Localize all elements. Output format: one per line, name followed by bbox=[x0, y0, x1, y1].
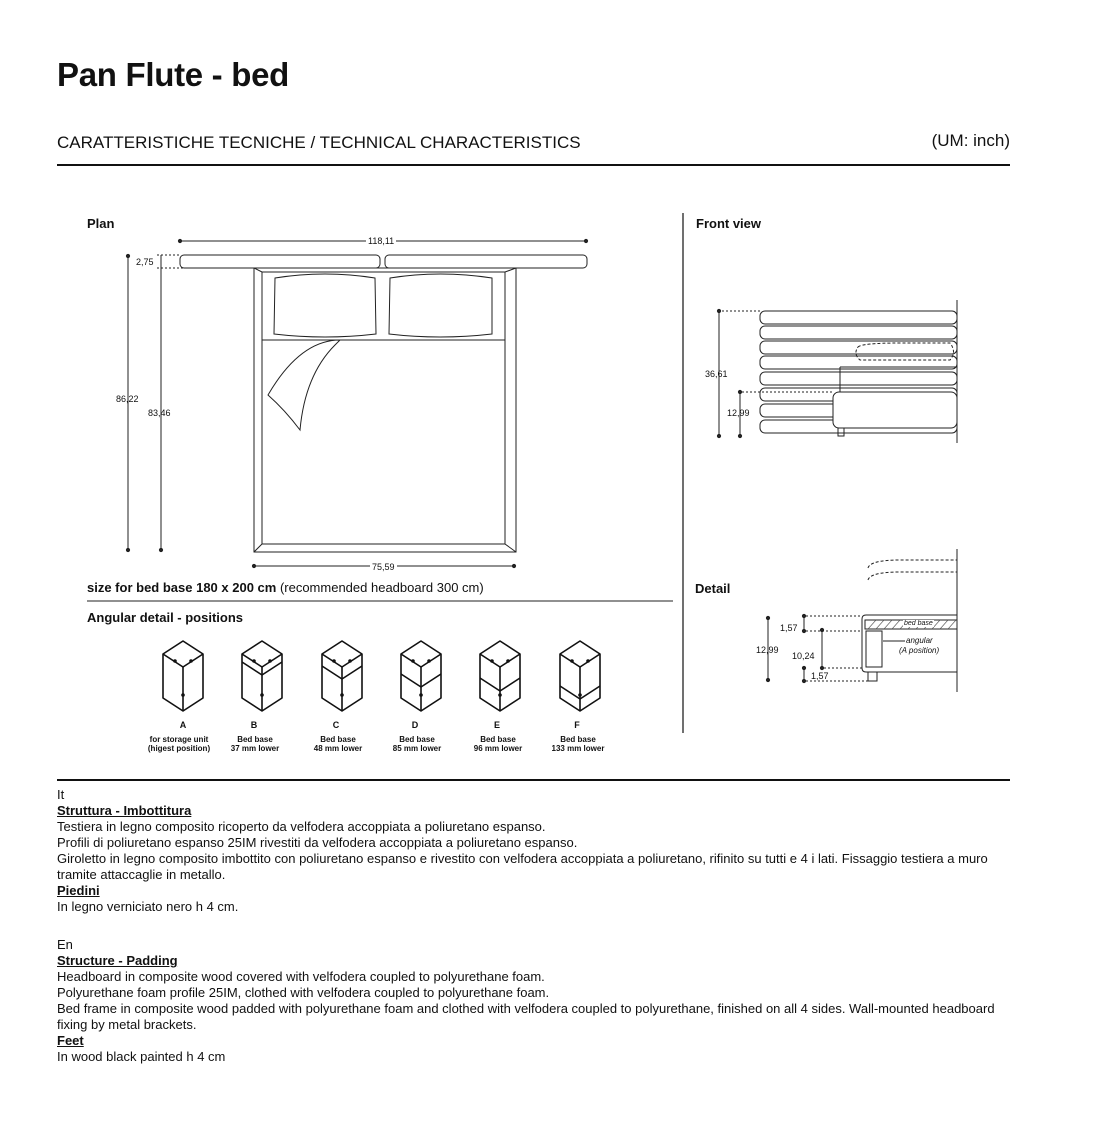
front-view-label: Front view bbox=[696, 216, 762, 231]
dim-width: 118,11 bbox=[368, 236, 395, 246]
dim-headboard-depth: 2,75 bbox=[136, 257, 154, 267]
it-structure-heading: Struttura - Imbottitura bbox=[57, 803, 192, 818]
units-label: (UM: inch) bbox=[931, 131, 1010, 150]
position-desc: Bed base 37 mm lower bbox=[230, 735, 280, 753]
it-structure-line: Giroletto in legno composito imbottito con poliuretano espanso e rivestito con velfodera accoppiata a poliuretano, rifinito su tutti e 4 i lati. Fissaggio testiera a muro tramite attaccaglie in metallo. bbox=[57, 851, 988, 882]
en-feet-line: In wood black painted h 4 cm bbox=[57, 1049, 226, 1064]
angular-icon-d bbox=[401, 641, 441, 711]
page-title: Pan Flute - bed bbox=[57, 56, 290, 93]
angular-detail-label: Angular detail - positions bbox=[87, 610, 244, 625]
position-letter: A bbox=[179, 720, 187, 730]
dim-front-height: 36,61 bbox=[705, 369, 728, 379]
plan-label: Plan bbox=[87, 216, 115, 231]
lang-en: En bbox=[57, 937, 73, 952]
detail-label: Detail bbox=[695, 581, 731, 596]
size-note bbox=[87, 580, 484, 595]
it-structure-line: Testiera in legno composito ricoperto da velfodera accoppiata a poliuretano espanso. bbox=[57, 819, 546, 834]
bed-base-tag: bed base bbox=[904, 620, 933, 627]
english-section bbox=[57, 937, 1017, 1065]
it-structure-line: Profili di poliuretano espanso 25IM rivestiti da velfodera accoppiata a poliuretano espanso. bbox=[57, 835, 578, 850]
angular-icon-e bbox=[480, 641, 520, 711]
dim-detail-bottom: 1,57 bbox=[811, 671, 829, 681]
en-structure-line: Polyurethane foam profile 25IM, clothed with velfodera coupled to polyurethane foam. bbox=[57, 985, 550, 1000]
dim-bed-width: 75,59 bbox=[372, 562, 395, 572]
en-feet-heading: Feet bbox=[57, 1033, 84, 1048]
dim-detail-mid: 10,24 bbox=[792, 651, 815, 661]
en-structure-line: Bed frame in composite wood padded with polyurethane foam and clothed with velfodera coupled to polyurethane, finished on all 4 sides. Wall-mounted headboard fixing by metal brackets. bbox=[57, 1001, 995, 1032]
position-letter: D bbox=[411, 720, 419, 730]
dim-detail-top: 1,57 bbox=[780, 623, 798, 633]
dim-frame-length: 83,46 bbox=[148, 408, 171, 418]
dim-detail-total: 12,99 bbox=[756, 645, 779, 655]
section-subtitle: CARATTERISTICHE TECNICHE / TECHNICAL CHARACTERISTICS bbox=[57, 133, 581, 152]
it-feet-line: In legno verniciato nero h 4 cm. bbox=[57, 899, 239, 914]
dim-front-base: 12,99 bbox=[727, 408, 750, 418]
position-letter: B bbox=[250, 720, 258, 730]
angular-position-note: (A position) bbox=[899, 646, 940, 655]
en-structure-line: Headboard in composite wood covered with velfodera coupled to polyurethane foam. bbox=[57, 969, 545, 984]
size-note-rest: (recommended headboard 300 cm) bbox=[276, 580, 484, 595]
position-letter: F bbox=[574, 720, 580, 730]
section-divider bbox=[57, 779, 1010, 781]
dim-total-length: 86,22 bbox=[116, 394, 139, 404]
en-structure-heading: Structure - Padding bbox=[57, 953, 178, 968]
angular-icon-a bbox=[163, 641, 203, 711]
position-desc: Bed base 85 mm lower bbox=[392, 735, 442, 753]
position-desc: Bed base 48 mm lower bbox=[313, 735, 363, 753]
position-letter: E bbox=[493, 720, 500, 730]
position-desc: Bed base 133 mm lower bbox=[551, 735, 605, 753]
italian-section bbox=[57, 787, 1017, 915]
angular-note: angular bbox=[906, 636, 933, 645]
it-feet-heading: Piedini bbox=[57, 883, 100, 898]
position-desc: Bed base 96 mm lower bbox=[473, 735, 523, 753]
angular-icon-c bbox=[322, 641, 362, 711]
angular-icon-b bbox=[242, 641, 282, 711]
angular-icon-f bbox=[560, 641, 600, 711]
position-desc: for storage unit (higest position) bbox=[147, 735, 211, 753]
size-note-bold: size for bed base 180 x 200 cm bbox=[87, 580, 277, 595]
position-letter: C bbox=[332, 720, 340, 730]
lang-it: It bbox=[57, 787, 65, 802]
